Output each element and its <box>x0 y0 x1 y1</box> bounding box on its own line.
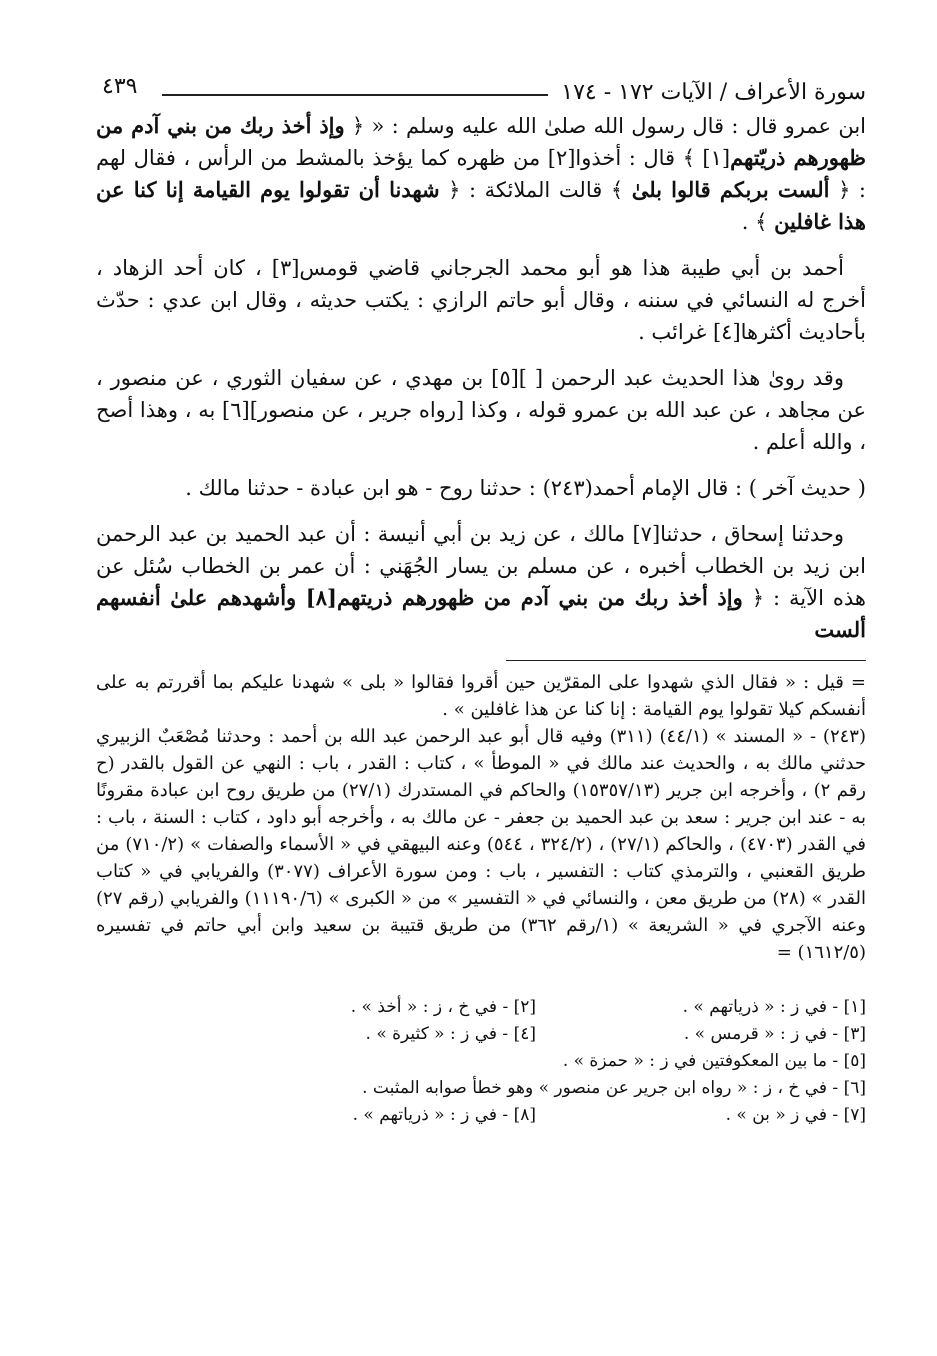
text-run: ﴾ قالت الملائكة : ﴿ <box>439 178 632 202</box>
paragraph-2: أحمد بن أبي طيبة هذا هو أبو محمد الجرجاني قاضي قومس[٣] ، كان أحد الزهاد ، أخرج له النسائي في سننه ، وقال أبو حاتم الرازي : يكتب حديثه ، وقال ابن عدي : حدّث بأحاديث أكثرها[٤] غرائب . <box>96 256 866 344</box>
variant-row <box>96 1021 866 1048</box>
paragraph-4: ( حديث آخر ) : قال الإمام أحمد(٢٤٣) : حدثنا روح - هو ابن عبادة - حدثنا مالك . <box>185 476 866 500</box>
variant-note: [٦] - في خ ، ز : « رواه ابن جرير عن منصور » وهو خطأ صوابه المثبت . <box>362 1078 866 1098</box>
variant-note: [٥] - ما بين المعكوفتين في ز : « حمزة » . <box>562 1051 866 1071</box>
quran-text: وإذ أخذ ربك من بني آدم من ظهورهم ذريّتهم <box>96 113 866 170</box>
variant-note: [٨] - في ز : « ذرياتهم » . <box>352 1105 536 1125</box>
footnotes <box>96 669 866 966</box>
paragraph-3: وقد روىٰ هذا الحديث عبد الرحمن [ ][٥] بن مهدي ، عن سفيان الثوري ، عن منصور ، عن مجاهد ، عن عبد الله بن عمرو قوله ، وكذا [رواه جرير ، عن منصور][٦] به ، وهذا أصح ، والله أعلم . <box>96 366 866 454</box>
variant-note: [٢] - في خ ، ز : « أخذ » . <box>350 997 536 1017</box>
variant-notes <box>96 994 866 1129</box>
main-text <box>96 110 866 646</box>
quran-text: ألست بربكم قالوا بلىٰ <box>631 177 830 202</box>
paragraph-5 <box>96 518 866 646</box>
footnote-243: (٢٤٣) - « المسند » (٤٤/١) (٣١١) وفيه قال أبو عبد الرحمن عبد الله بن أحمد : وحدثنا مُصْعَبٌ الزبيري حدثني مالك به ، والحديث عند مالك في « الموطأ » ، كتاب : القدر ، باب : النهي عن القول بالقدر (ح رقم ٢) ، وأخرجه ابن جرير (١٥٣٥٧/١٣) والحاكم في المستدرك (٢٧/١) من طريق روح ابن عبادة مقرونًا به - عند ابن جرير : سعد بن عبد الحميد بن جعفر - عن مالك به ، وأخرجه أبو داود ، كتاب : السنة ، باب : في القدر (٤٧٠٣) ، والحاكم (٢٧/١) ، (٣٢٤/٢ ، ٥٤٤) وعنه البيهقي في « الأسماء والصفات » (٧١٠/٢) من طريق القعنبي ، والترمذي كتاب : التفسير ، باب : ومن سورة الأعراف (٣٠٧٧) والفريابي في « كتاب القدر » (٢٨) من طريق معن ، والنسائي في « التفسير » من « الكبرى » (١١١٩٠/٦) والفريابي (رقم ٢٧) وعنه الآجري في « الشريعة » (١/رقم ٣٦٢) من طريق قتيبة بن سعيد وابن أبي حاتم في تفسيره (١٦١٢/٥) = <box>96 726 867 963</box>
page-header <box>96 70 866 110</box>
page <box>96 70 866 1129</box>
variant-row <box>96 1075 866 1102</box>
footnote-continuation: = قيل : « فقال الذي شهدوا على المقرّين حين أقروا فقالوا « بلى » شهدنا عليكم بما أقررتم به على أنفسكم كيلا تقولوا يوم القيامة : إنا كنا عن هذا غافلين » . <box>96 672 866 720</box>
footnote-separator <box>506 660 866 661</box>
variant-note: [٤] - في ز : « كثيرة » . <box>365 1024 536 1044</box>
quran-text: شهدنا أن تقولوا يوم القيامة إنا كنا عن هذا غافلين <box>96 177 866 234</box>
surah-title: سورة الأعراف / الآيات ١٧٢ - ١٧٤ <box>561 80 866 105</box>
variant-note: [٣] - في ز : « قرمس » . <box>683 1024 866 1044</box>
header-rule <box>162 94 548 96</box>
variant-note: [٧] - في ز « بن » . <box>725 1105 866 1125</box>
variant-row <box>96 1048 866 1075</box>
paragraph-1 <box>96 110 866 238</box>
page-number: ٤٣٩ <box>102 74 138 99</box>
text-run: ابن عمرو قال : قال رسول الله صلىٰ الله عليه وسلم : « ﴿ <box>344 114 866 138</box>
variant-note: [١] - في ز : « ذرياتهم » . <box>682 997 866 1017</box>
text-run: [١] ﴾ قال : أخذوا[٢] من ظهره كما يؤخذ بالمشط من الرأس ، فقال لهم : ﴿ <box>96 146 866 202</box>
text-run: ﴾ . <box>741 210 775 234</box>
text-run: وحدثنا إسحاق ، حدثنا[٧] مالك ، عن زيد بن أبي أنيسة : أن عبد الحميد بن عبد الرحمن ابن زيد بن الخطاب أخبره ، عن مسلم بن يسار الجُهَني : أن عمر بن الخطاب سُئل عن هذه الآية : ﴿ <box>96 522 866 610</box>
variant-row <box>96 994 866 1021</box>
variant-row <box>96 1102 866 1129</box>
quran-text: وإذ أخذ ربك من بني آدم من ظهورهم ذريتهم[٨] وأشهدهم علىٰ أنفسهم ألست <box>96 585 866 642</box>
